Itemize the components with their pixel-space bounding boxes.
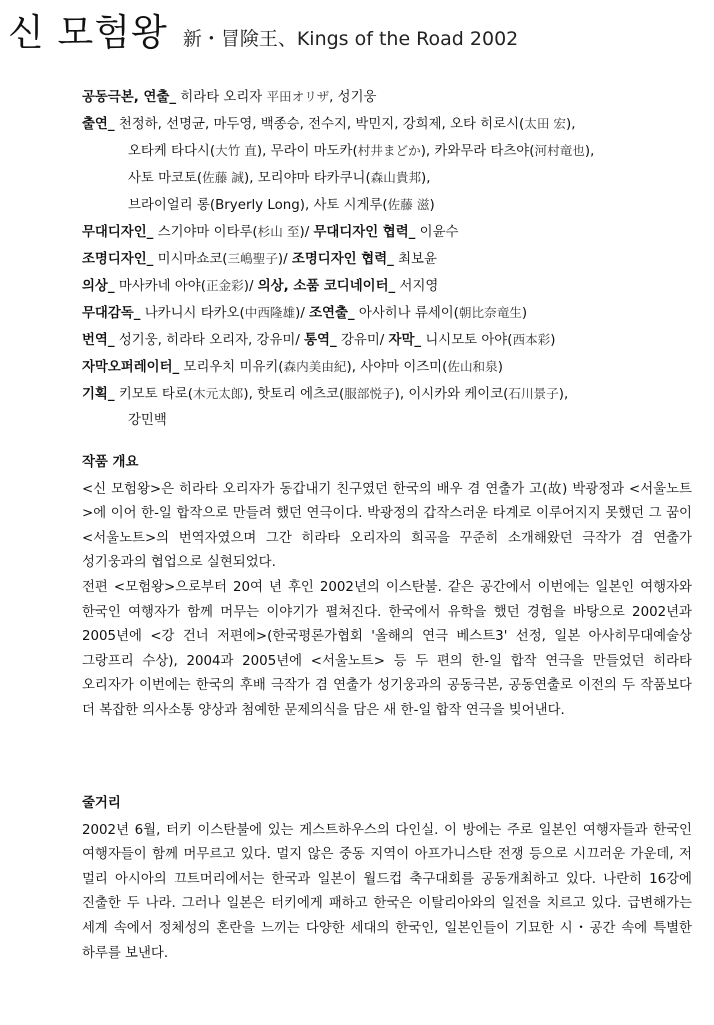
credit-original-name: 三嶋聖子	[227, 251, 278, 266]
credit-original-name: 朝比奈竜生	[458, 305, 522, 320]
credit-text: 사토 마코토(	[128, 171, 203, 186]
credit-text: 모리우치 미유키(	[179, 360, 284, 375]
credit-line	[82, 354, 712, 381]
credit-role: 번역_	[82, 333, 115, 348]
credit-original-name: 西本彩	[512, 332, 551, 347]
overview-paragraph: <신 모험왕>은 히라타 오리자가 동갑내기 친구였던 한국의 배우 겸 연출가 고(故) 박광정과 <서울노트>에 이어 한-일 합작으로 만들려 했던 연극이다. 박광정의 갑작스러운 타계로 이루어지지 못했던 그 꿈이 <서울노트>의 번역자였으며 그간 히라타 오리자의 희곡을 꾸준히 소개해왔던 극작가 겸 연출가 성기웅과의 협업으로 실현되었다.	[82, 481, 692, 571]
credit-text: 성기웅, 히라타 오리자, 강유미/	[114, 333, 305, 348]
credit-original-name: 河村竜也	[534, 143, 585, 158]
credit-line	[82, 246, 712, 273]
credit-text: ),	[558, 387, 569, 402]
credit-original-name: 石川景子	[508, 386, 559, 401]
title-block	[8, 2, 518, 56]
credit-text: )	[429, 198, 435, 213]
credit-original-name: 佐藤 誠	[202, 170, 244, 185]
credit-text: 니시모토 아야(	[421, 333, 513, 348]
credit-line	[82, 219, 712, 246]
credit-role: 자막오퍼레이터_	[82, 360, 180, 375]
credit-line	[82, 381, 712, 408]
overview-heading: 작품 개요	[82, 455, 139, 470]
credit-line	[82, 300, 712, 327]
credit-text: 이윤수	[415, 225, 459, 240]
credit-text: 마사카네 아야(	[114, 279, 206, 294]
credit-original-name: 服部悦子	[344, 386, 395, 401]
credit-text: 최보윤	[393, 252, 437, 267]
synopsis-paragraph: 2002년 6월, 터키 이스탄불에 있는 게스트하우스의 다인실. 이 방에는 주로 일본인 여행자들과 한국인 여행자들이 함께 머무르고 있다. 멀지 않은 중동 지역이 아프가니스탄 전쟁 등으로 시끄러운 가운데, 저 멀리 아시아의 끄트머리에서는 한국과 일본이 월드컵 축구대회를 공동개최하고 있다. 나란히 16강에 진출한 두 나라. 그러나 일본은 터키에게 패하고 한국은 이탈리아와의 일전을 치르고 있다. 급변해가는 세계 속에서 정체성의 혼란을 느끼는 다양한 세대의 한국인, 일본인들이 기묘한 시・공간 속에 특별한 하루를 보낸다.	[82, 822, 692, 961]
credit-text: ), 모리야마 타카쿠니(	[243, 171, 371, 186]
credit-text: 서지영	[395, 279, 439, 294]
credit-text: 아사히나 류세이(	[354, 306, 459, 321]
credit-text: )	[550, 333, 556, 348]
credit-text: ), 핫토리 에츠코(	[243, 387, 345, 402]
credit-text: )/	[295, 306, 310, 321]
credit-original-name: 村井まどか	[357, 143, 421, 158]
credit-original-name: 佐藤 滋	[387, 197, 430, 212]
credit-line	[82, 408, 712, 434]
credit-original-name: 森山貴邦	[370, 170, 422, 185]
credit-role: 공동극본, 연출_	[82, 90, 177, 105]
credit-role: 출연_	[82, 117, 115, 132]
credit-line	[82, 138, 712, 165]
credit-original-name: 大竹 直	[215, 143, 257, 158]
credit-line	[82, 165, 712, 192]
credit-text: 미시마쇼코(	[153, 252, 228, 267]
credit-text: ),	[584, 144, 595, 159]
credit-text: ), 이시카와 케이코(	[394, 387, 509, 402]
credit-original-name: 中西隆雄	[244, 305, 296, 320]
credit-original-name: 佐山和泉	[447, 359, 498, 374]
credit-line	[82, 192, 712, 219]
credit-line	[82, 111, 712, 138]
credit-original-name: 森内美由紀	[283, 359, 347, 374]
credit-original-name: 太田 宏	[524, 116, 567, 131]
synopsis-heading: 줄거리	[82, 796, 121, 811]
synopsis-section	[82, 792, 692, 966]
credit-text: )/	[299, 225, 314, 240]
credit-text: ), 무라이 마도카(	[256, 144, 358, 159]
page-title: 신 모험왕	[8, 11, 168, 54]
credit-role: 조연출_	[309, 306, 355, 321]
credit-text: 천정하, 선명균, 마두영, 백종승, 전수지, 박민지, 강희제, 오타 히로시(	[114, 117, 525, 132]
credit-text: 강유미/	[336, 333, 389, 348]
credit-line	[82, 327, 712, 354]
credit-role: 무대디자인_	[82, 225, 154, 240]
credit-text: 오타케 타다시(	[128, 144, 216, 159]
credit-text: 키모토 타로(	[114, 387, 193, 402]
credit-text: )/	[243, 279, 258, 294]
credit-original-name: 正金彩	[205, 278, 244, 293]
credit-text: )/	[277, 252, 292, 267]
credit-text: 브라이얼리 롱(Bryerly Long), 사토 시게루(	[128, 198, 388, 213]
credit-text: ),	[421, 171, 431, 186]
page-subtitle: 新・冒険王、Kings of the Road 2002	[182, 28, 519, 50]
credit-text: , 성기웅	[329, 90, 377, 105]
credit-text: 스기야마 이타루(	[153, 225, 258, 240]
credits-list	[82, 84, 712, 434]
credit-text: ), 카와무라 타츠야(	[420, 144, 535, 159]
credit-role: 통역_	[304, 333, 337, 348]
credit-line	[82, 273, 712, 300]
credit-text: )	[521, 306, 528, 321]
credit-role: 의상_	[82, 279, 115, 294]
credit-role: 조명디자인 협력_	[291, 252, 394, 267]
overview-paragraph: 전편 <모험왕>으로부터 20여 년 후인 2002년의 이스탄불. 같은 공간에서 이번에는 일본인 여행자와 한국인 여행자가 함께 머무는 이야기가 펼쳐진다. 한국에서 유학을 했던 경험을 바탕으로 2002년과 2005년에 <강 건너 저편에>(한국평론가협회 '올해의 연극 베스트3' 선정, 일본 아사히무대예술상 그랑프리 수상), 2004과 2005년에 <서울노트> 등 두 편의 한-일 합작 연극을 만들었던 히라타 오리자가 이번에는 한국의 후배 극작가 겸 연출가 성기웅과의 공동극본, 공동연출로 이전의 두 작품보다 더 복잡한 의사소통 양상과 첨예한 문제의식을 담은 새 한-일 합작 연극을 빚어낸다.	[82, 579, 692, 718]
credit-original-name: 木元太郎	[193, 386, 244, 401]
credit-role: 의상, 소품 코디네이터_	[257, 279, 396, 294]
credit-role: 무대감독_	[82, 306, 141, 321]
credit-text: )	[497, 360, 503, 375]
credit-original-name: 平田オリザ	[266, 89, 330, 104]
credit-text: 나카니시 타카오(	[140, 306, 245, 321]
credit-role: 기획_	[82, 387, 115, 402]
credit-role: 무대디자인 협력_	[313, 225, 416, 240]
credit-original-name: 杉山 至	[257, 224, 300, 239]
credit-text: ),	[566, 117, 576, 132]
credit-role: 조명디자인_	[82, 252, 154, 267]
overview-section	[82, 451, 692, 724]
credit-role: 자막_	[388, 333, 422, 348]
credit-text: 강민백	[128, 413, 167, 428]
credit-text: ), 사야마 이즈미(	[346, 360, 448, 375]
credit-text: 히라타 오리자	[176, 90, 267, 105]
credit-line	[82, 84, 712, 111]
